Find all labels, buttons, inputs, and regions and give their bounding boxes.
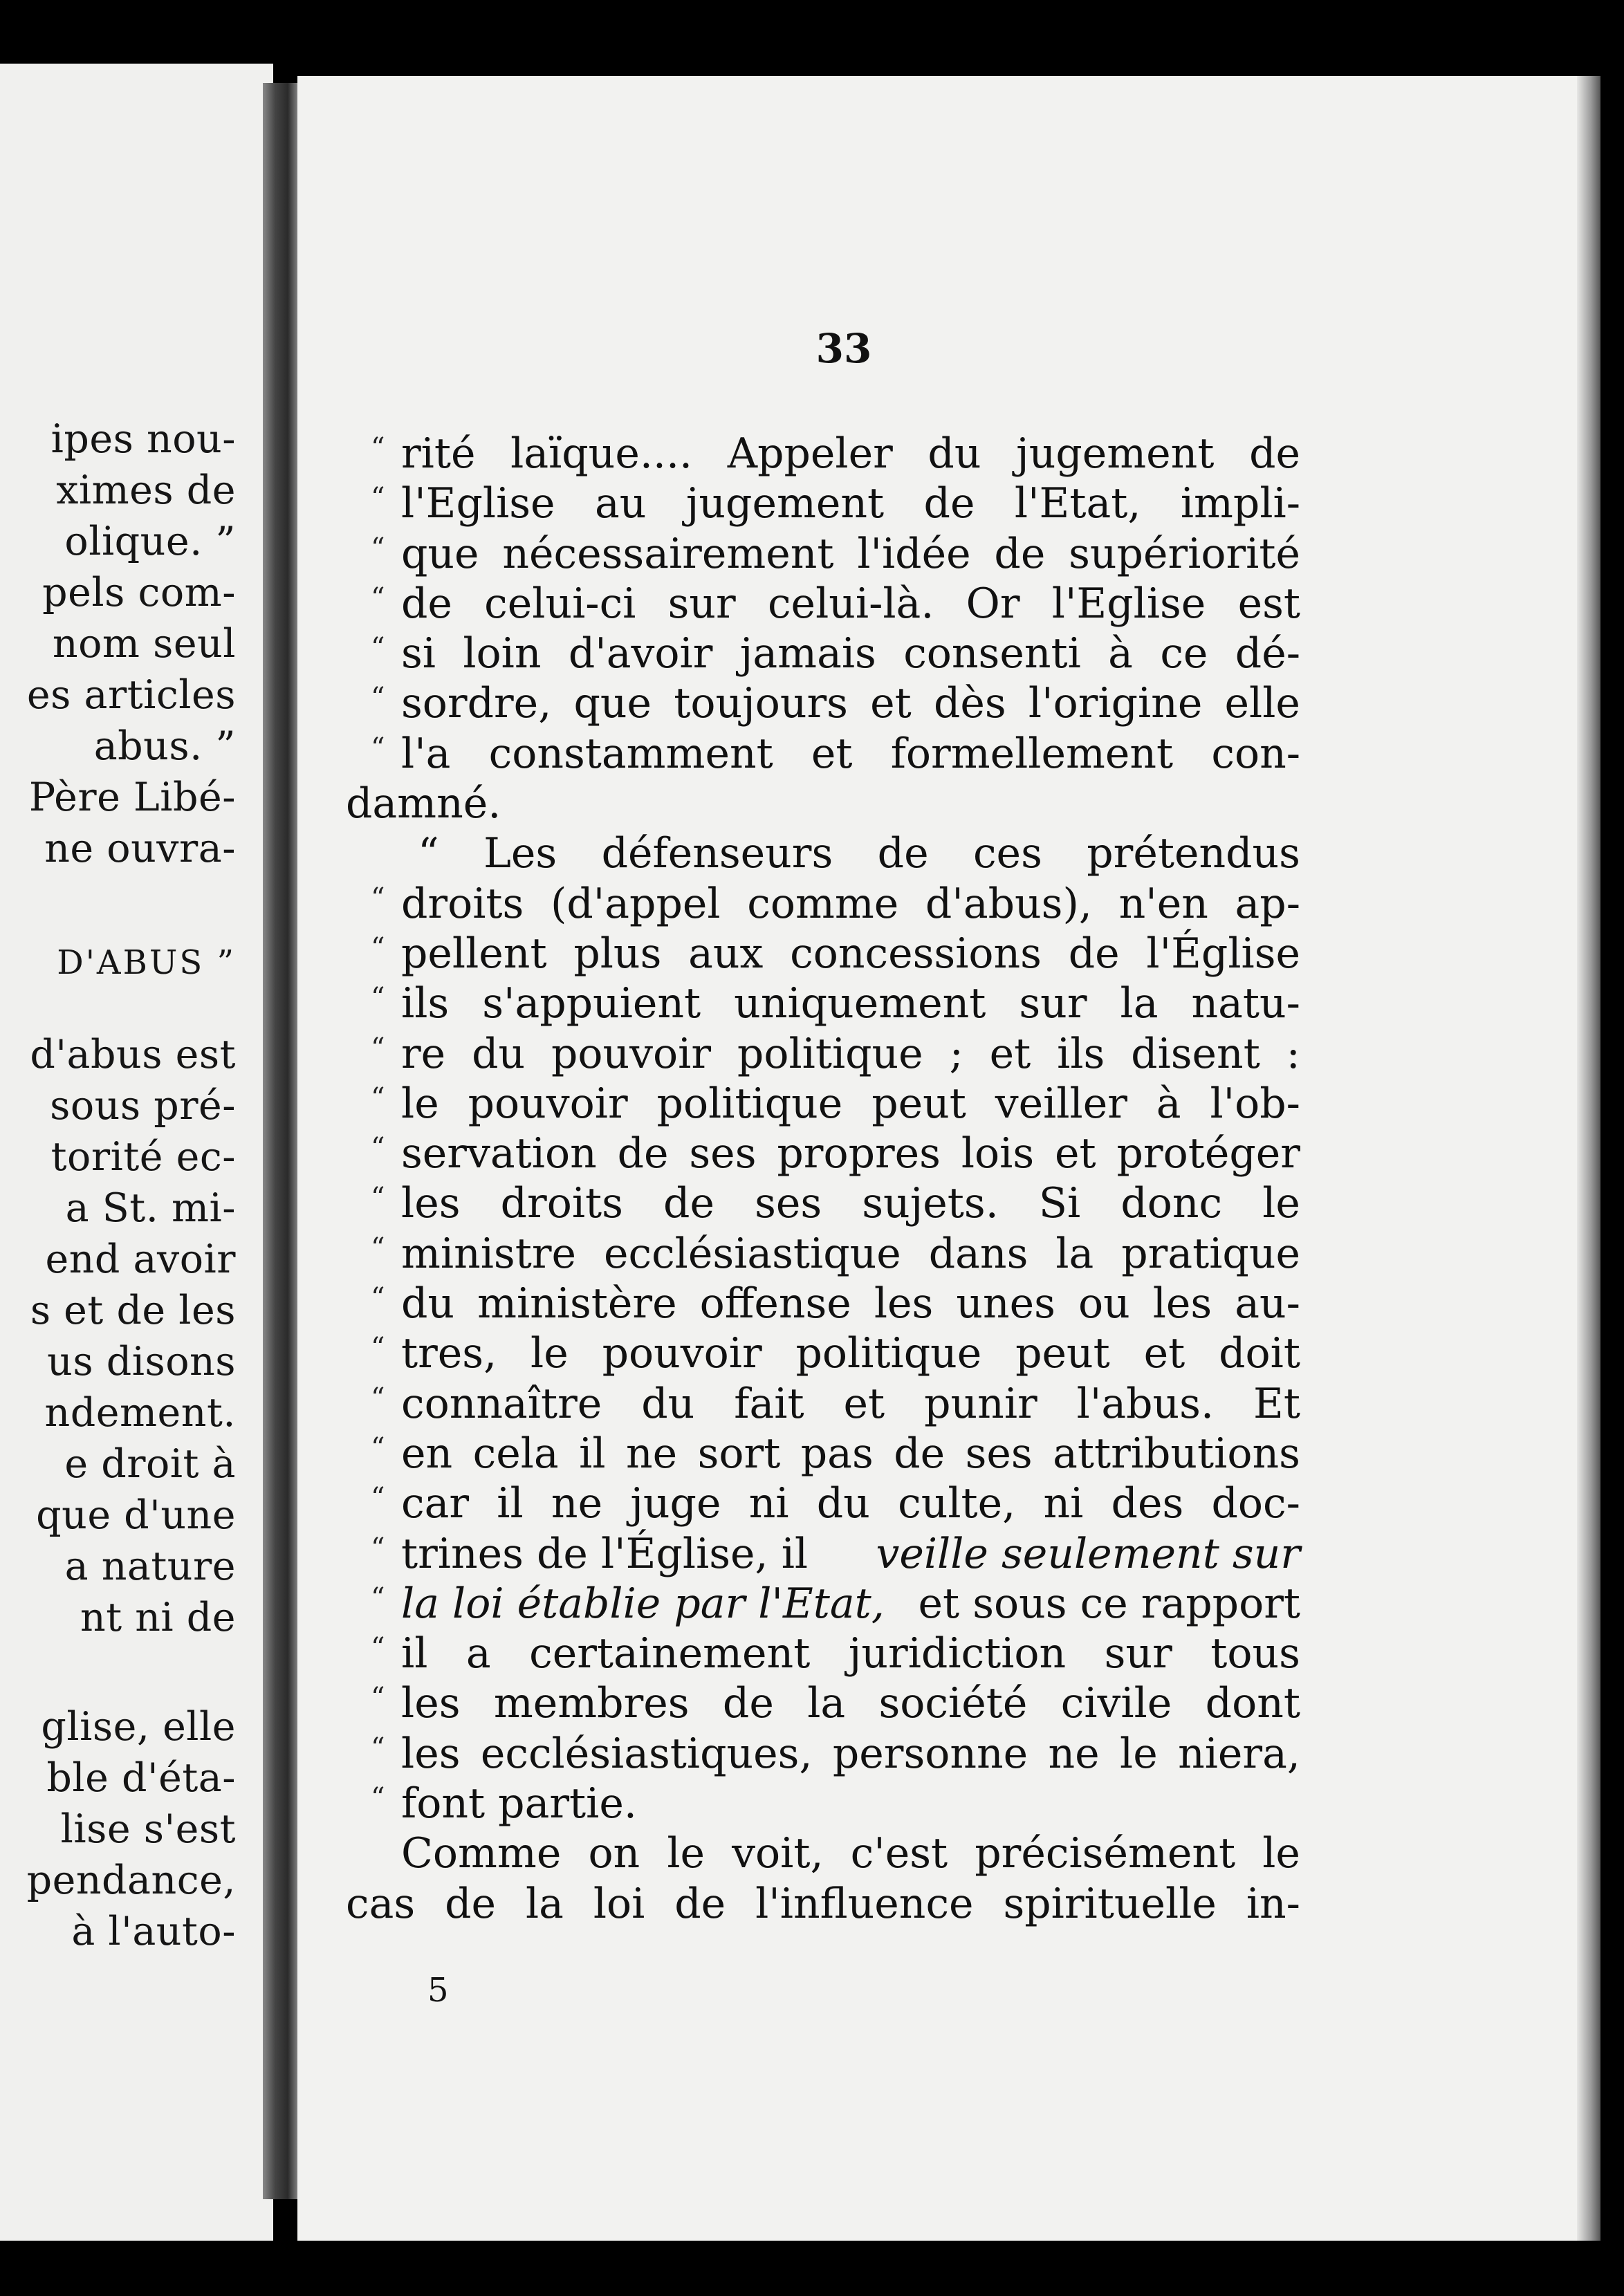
word: certainement <box>529 1629 811 1678</box>
word: “ en <box>401 1429 453 1478</box>
word: droits <box>500 1179 623 1228</box>
word: donc <box>1120 1179 1223 1228</box>
text-line <box>346 1379 1300 1429</box>
word: Or <box>966 579 1020 628</box>
word: ces <box>972 829 1042 878</box>
word: celui-là. <box>767 579 934 628</box>
word: l'Eglise <box>1051 579 1206 628</box>
word: (d'appel <box>550 879 721 928</box>
word: peut <box>871 1079 966 1128</box>
word: politique <box>795 1329 982 1378</box>
word: du <box>928 429 981 478</box>
word: “ <box>418 829 439 878</box>
word: con- <box>1211 729 1300 778</box>
word: des <box>1111 1479 1184 1528</box>
left-line: nt ni de <box>80 1595 236 1640</box>
word: d'abus), <box>925 879 1092 928</box>
word: sur <box>667 579 736 628</box>
word: consenti <box>903 629 1081 678</box>
word: in- <box>1246 1879 1300 1928</box>
word: supériorité <box>1069 529 1300 578</box>
word: Si <box>1038 1179 1081 1228</box>
word: l'abus. <box>1076 1379 1215 1428</box>
left-line: a nature <box>64 1544 236 1589</box>
word: concessions <box>790 929 1042 978</box>
word: pratique <box>1121 1229 1300 1278</box>
word: dont <box>1205 1679 1300 1728</box>
left-heading: D'ABUS ” <box>57 943 236 982</box>
word: s'appuient <box>482 979 701 1028</box>
left-line: pendance, <box>26 1858 236 1903</box>
left-line: ne ouvra- <box>44 826 236 871</box>
word: “ les <box>401 1729 461 1778</box>
text-line <box>346 429 1300 479</box>
word: du <box>641 1379 695 1428</box>
word: tous <box>1210 1629 1300 1678</box>
text-line <box>346 1029 1300 1079</box>
word: toujours <box>674 679 848 728</box>
left-line: olique. ” <box>64 519 236 564</box>
word: le <box>1120 1729 1158 1778</box>
text-line <box>346 1678 1300 1728</box>
text-line <box>346 879 1300 929</box>
left-line: torité ec- <box>50 1134 236 1180</box>
word: sur <box>1104 1629 1172 1678</box>
word: que <box>573 679 652 728</box>
word: “ tres, <box>401 1329 497 1378</box>
italic-text: veille seulement sur <box>876 1529 1300 1578</box>
word: loi <box>593 1879 645 1928</box>
word: ni <box>748 1479 789 1528</box>
word: de <box>663 1179 714 1228</box>
word: de <box>1249 429 1300 478</box>
signature-mark: 5 <box>427 1971 449 2010</box>
text-line <box>346 579 1300 629</box>
word: au- <box>1235 1279 1300 1328</box>
left-line: pels com- <box>42 570 236 615</box>
word: et <box>870 679 912 728</box>
text-line <box>346 1229 1300 1279</box>
left-line: ximes de <box>56 467 236 513</box>
text-line <box>346 828 1300 878</box>
word: ecclésiastique <box>603 1229 901 1278</box>
left-line: que d'une <box>36 1492 236 1538</box>
word: et <box>811 729 853 778</box>
text-line <box>346 1328 1300 1378</box>
word: doit <box>1219 1329 1300 1378</box>
left-line: sous pré- <box>50 1083 236 1129</box>
left-line: à l'auto- <box>71 1909 236 1954</box>
word: il <box>497 1479 524 1528</box>
word: attributions <box>1053 1429 1300 1478</box>
word: de <box>894 1429 945 1478</box>
text-line: “ font partie. <box>346 1779 1300 1829</box>
word: politique <box>737 1029 923 1078</box>
word: dans <box>928 1229 1028 1278</box>
word: les <box>874 1279 934 1328</box>
word: du <box>472 1029 526 1078</box>
word: et <box>1143 1329 1185 1378</box>
word: est <box>1237 579 1300 628</box>
text-line <box>346 1429 1300 1479</box>
word: ap- <box>1235 879 1300 928</box>
word: sort <box>697 1429 781 1478</box>
word: sujets. <box>862 1179 999 1228</box>
word: “ le <box>401 1079 439 1128</box>
word: lois <box>961 1129 1035 1178</box>
word: Comme <box>401 1829 562 1878</box>
word: veiller <box>995 1079 1127 1128</box>
word: loin <box>463 629 542 678</box>
word: personne <box>832 1729 1028 1778</box>
word: de <box>674 1879 726 1928</box>
word: celui-ci <box>484 579 636 628</box>
word: jugement <box>1016 429 1215 478</box>
word: : <box>1286 1029 1300 1078</box>
text-line <box>346 1279 1300 1328</box>
word: à <box>1156 1079 1181 1128</box>
word: ses <box>965 1429 1033 1478</box>
word: de <box>923 479 975 528</box>
text-line <box>346 1629 1300 1678</box>
word: l'Etat, <box>1014 479 1141 528</box>
italic-text: “ la loi établie par l'Etat, <box>401 1579 885 1628</box>
word: ne <box>551 1479 603 1528</box>
word: unes <box>956 1279 1055 1328</box>
word: “ ministre <box>401 1229 577 1278</box>
word: “ rité <box>401 429 476 478</box>
word: “ connaître <box>401 1379 602 1428</box>
word: ni <box>1043 1479 1084 1528</box>
text-line <box>346 1129 1300 1178</box>
text-line <box>346 678 1300 728</box>
word: l'idée <box>857 529 971 578</box>
word: uniquement <box>734 979 986 1028</box>
word: la <box>807 1679 846 1728</box>
word: “ il <box>401 1629 428 1678</box>
text-line <box>346 529 1300 579</box>
word: “ sordre, <box>401 679 552 728</box>
word: dès <box>933 679 1006 728</box>
word: pouvoir <box>468 1079 628 1128</box>
left-page <box>0 64 273 2241</box>
word: “ de <box>401 579 452 628</box>
word: pas <box>800 1429 874 1478</box>
word: ne <box>1048 1729 1100 1778</box>
word: le <box>667 1829 705 1878</box>
word: comme <box>747 879 899 928</box>
text-line <box>346 1829 1300 1878</box>
word: pouvoir <box>602 1329 762 1378</box>
word: de <box>722 1679 774 1728</box>
word: de <box>994 529 1046 578</box>
text-line <box>346 1579 1300 1629</box>
word: “ car <box>401 1479 470 1528</box>
word: “ l'Eglise <box>401 479 555 528</box>
word: Appeler <box>727 429 893 478</box>
word: de <box>617 1129 669 1178</box>
word: les <box>1152 1279 1212 1328</box>
word: société <box>878 1679 1028 1728</box>
word: dé- <box>1235 629 1300 678</box>
word: propres <box>777 1129 941 1178</box>
text-line <box>346 729 1300 779</box>
text-line <box>346 979 1300 1028</box>
left-line: abus. ” <box>93 723 236 769</box>
word: pouvoir <box>551 1029 712 1078</box>
word: punir <box>924 1379 1037 1428</box>
text-line <box>346 1079 1300 1129</box>
word: Et <box>1253 1379 1300 1428</box>
word: formellement <box>890 729 1174 778</box>
word: “ si <box>401 629 436 678</box>
word: “ servation <box>401 1129 597 1178</box>
left-line: a St. mi- <box>65 1185 236 1231</box>
word: fait <box>734 1379 804 1428</box>
word: ce <box>1160 629 1208 678</box>
word: ou <box>1078 1279 1130 1328</box>
text-line <box>346 1178 1300 1228</box>
word: le <box>530 1329 569 1378</box>
word: la <box>1120 979 1159 1028</box>
word: c'est <box>850 1829 948 1878</box>
word: aux <box>688 929 764 978</box>
text-line <box>346 929 1300 979</box>
word: voit, <box>732 1829 824 1878</box>
word: et <box>1055 1129 1096 1178</box>
word: ecclésiastiques, <box>480 1729 813 1778</box>
word: “ que <box>401 529 479 578</box>
text-span: et sous ce rapport <box>918 1579 1300 1628</box>
text-line <box>346 1529 1300 1579</box>
word: de <box>445 1879 497 1928</box>
word: précisément <box>975 1829 1236 1878</box>
word: le <box>1262 1829 1300 1878</box>
text-line <box>346 479 1300 528</box>
word: de <box>1068 929 1120 978</box>
word: “ l'a <box>401 729 451 778</box>
word: “ re <box>401 1029 446 1078</box>
left-line: e droit à <box>64 1441 236 1487</box>
word: “ du <box>401 1279 455 1328</box>
word: constamment <box>488 729 773 778</box>
word: a <box>465 1629 491 1678</box>
word: de <box>877 829 929 878</box>
word: d'avoir <box>568 629 713 678</box>
body-text <box>346 429 1300 1929</box>
word: elle <box>1224 679 1300 728</box>
word: “ droits <box>401 879 524 928</box>
left-line: us disons <box>47 1339 236 1385</box>
word: l'Église <box>1146 929 1300 978</box>
left-line: es articles <box>26 672 236 718</box>
word: culte, <box>898 1479 1016 1528</box>
word: spirituelle <box>1003 1879 1217 1928</box>
word: prétendus <box>1087 829 1300 878</box>
word: jamais <box>739 629 876 678</box>
word: protéger <box>1116 1129 1300 1178</box>
word: n'en <box>1118 879 1208 928</box>
word: la <box>525 1879 564 1928</box>
word: juge <box>630 1479 721 1528</box>
left-line: ndement. <box>44 1390 236 1436</box>
word: “ ils <box>401 979 450 1028</box>
word: ; <box>949 1029 963 1078</box>
word: nécessairement <box>502 529 834 578</box>
left-line: s et de les <box>30 1288 236 1333</box>
word: ne <box>625 1429 678 1478</box>
word: cela <box>472 1429 559 1478</box>
word: laïque.... <box>510 429 693 478</box>
text-line <box>346 1729 1300 1779</box>
text-line <box>346 629 1300 678</box>
word: ses <box>689 1129 757 1178</box>
word: cas <box>346 1879 416 1928</box>
word: sur <box>1019 979 1087 1028</box>
word: au <box>594 479 647 528</box>
left-line: nom seul <box>52 621 236 667</box>
left-line: ble d'éta- <box>46 1755 236 1801</box>
word: Les <box>483 829 557 878</box>
page-edge <box>1577 76 1600 2241</box>
left-line: lise s'est <box>60 1806 236 1852</box>
word: membres <box>493 1679 690 1728</box>
text-line <box>346 1479 1300 1528</box>
word: la <box>1055 1229 1094 1278</box>
word: il <box>579 1429 606 1478</box>
text-span: “ trines de l'Église, il <box>401 1529 809 1578</box>
word: à <box>1108 629 1133 678</box>
word: l'origine <box>1028 679 1203 728</box>
word: ses <box>755 1179 822 1228</box>
word: “ les <box>401 1179 461 1228</box>
word: on <box>588 1829 640 1878</box>
word: l'influence <box>755 1879 974 1928</box>
text-line: damné. <box>346 779 501 828</box>
word: politique <box>656 1079 843 1128</box>
left-line: Père Libé- <box>28 775 236 820</box>
word: niera, <box>1178 1729 1300 1778</box>
word: du <box>816 1479 870 1528</box>
word: et <box>843 1379 885 1428</box>
page-number: 33 <box>815 325 872 372</box>
word: peut <box>1015 1329 1110 1378</box>
text-line <box>346 1879 1300 1929</box>
word: défenseurs <box>601 829 833 878</box>
word: ministère <box>477 1279 677 1328</box>
word: jugement <box>685 479 885 528</box>
word: offense <box>699 1279 851 1328</box>
word: doc- <box>1211 1479 1300 1528</box>
left-line: glise, elle <box>41 1704 236 1750</box>
word: disent <box>1131 1029 1260 1078</box>
word: le <box>1262 1179 1300 1228</box>
left-line: d'abus est <box>30 1032 236 1077</box>
word: civile <box>1060 1679 1172 1728</box>
word: juridiction <box>848 1629 1067 1678</box>
left-line: end avoir <box>45 1237 236 1282</box>
word: et <box>989 1029 1031 1078</box>
word: impli- <box>1180 479 1300 528</box>
word: “ les <box>401 1679 461 1728</box>
word: ils <box>1057 1029 1105 1078</box>
left-line: ipes nou- <box>50 416 236 462</box>
word: “ pellent <box>401 929 547 978</box>
word: plus <box>573 929 662 978</box>
word: l'ob- <box>1210 1079 1300 1128</box>
word: natu- <box>1191 979 1300 1028</box>
